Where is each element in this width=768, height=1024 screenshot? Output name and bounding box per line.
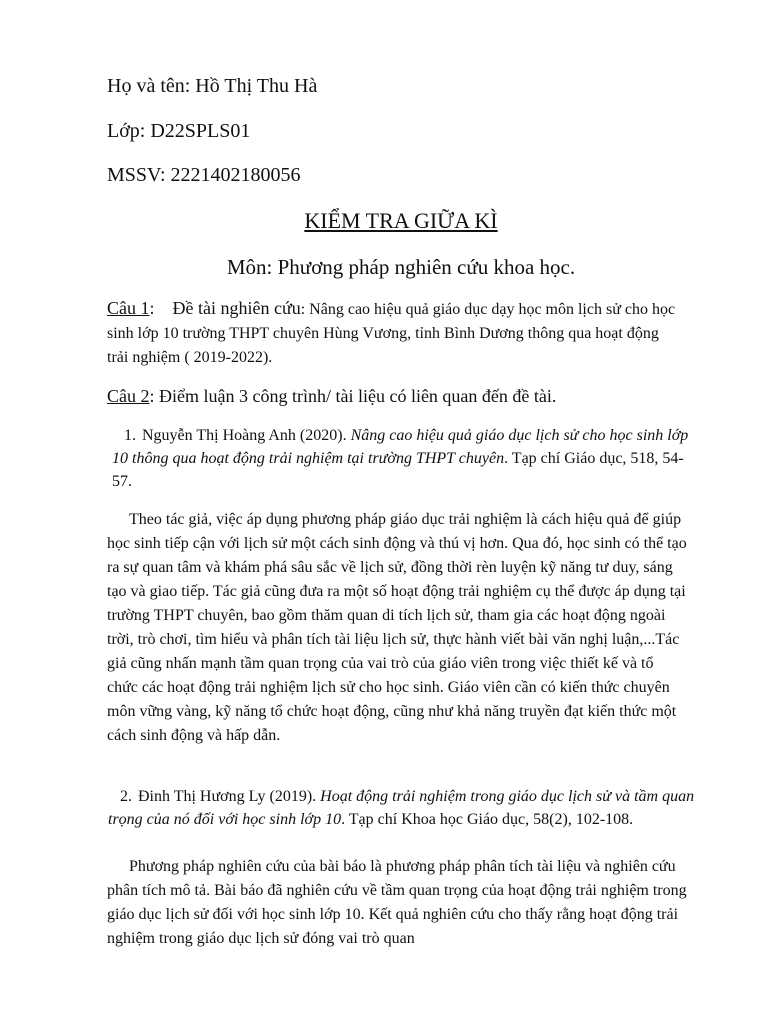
reference-2-number: 2. bbox=[120, 788, 132, 805]
reference-2-title: Hoạt động trải nghiệm trong giáo dục lịch sử và tầm quan trọng của nó đối với học sinh lớp 10 bbox=[108, 788, 695, 828]
question-2 bbox=[107, 383, 707, 409]
reference-2-source: . Tạp chí Khoa học Giáo dục, 58(2), 102-108. bbox=[341, 811, 634, 828]
reference-2-authors: Đinh Thị Hương Ly (2019). bbox=[138, 788, 321, 805]
reference-2-summary: Phương pháp nghiên cứu của bài báo là phương pháp phân tích tài liệu và nghiên cứu phân tích mô tả. Bài báo đã nghiên cứu về tầm quan trọng của hoạt động trải nghiệm trong giáo dục lịch sử đối với học sinh lớp 10. Kết quả nghiên cứu cho thấy rằng hoạt động trải nghiệm trong giáo dục lịch sử đóng vai trò quan bbox=[107, 858, 687, 947]
exam-title: KIỂM TRA GIỮA KÌ bbox=[304, 208, 498, 233]
question-1-lead: Đề tài nghiên cứu bbox=[172, 298, 301, 318]
reference-1 bbox=[112, 424, 702, 493]
student-name: Họ và tên: Hồ Thị Thu Hà bbox=[107, 75, 318, 97]
question-1-separator: : bbox=[149, 298, 173, 318]
reference-1-summary: Theo tác giả, việc áp dụng phương pháp giáo dục trải nghiệm là cách hiệu quả để giúp học sinh tiếp cận với lịch sử một cách sinh động và thú vị hơn. Qua đó, học sinh có thể tạo ra sự quan tâm và khám phá sâu sắc về lịch sử, đồng thời rèn luyện kỹ năng tư duy, sáng tạo và giao tiếp. Tác giả cũng đưa ra một số hoạt động trải nghiệm cụ thể được áp dụng tại trường THPT chuyên, bao gồm thăm quan di tích lịch sử, tham gia các hoạt động ngoài trời, trò chơi, tìm hiểu và phân tích tài liệu lịch sử, thực hành viết bài văn nghị luận,...Tác giả cũng nhấn mạnh tầm quan trọng của vai trò của giáo viên trong việc thiết kế và tổ chức các hoạt động trải nghiệm lịch sử cho học sinh. Giáo viên cần có kiến thức chuyên môn vững vàng, kỹ năng tổ chức hoạt động, cũng như khả năng truyền đạt kiến thức một cách sinh động và hấp dẫn. bbox=[107, 511, 687, 744]
question-2-label: Câu 2 bbox=[107, 386, 150, 406]
student-id: MSSV: 2221402180056 bbox=[107, 164, 301, 186]
reference-1-source: . Tạp chí Giáo dục, 518, 54-57. bbox=[112, 450, 684, 490]
reference-2 bbox=[108, 785, 704, 831]
student-class: Lớp: D22SPLS01 bbox=[107, 120, 251, 142]
question-1-text: : Nâng cao hiệu quả giáo dục dạy học môn lịch sử cho học sinh lớp 10 trường THPT chuyên Hùng Vương, tỉnh Bình Dương thông qua hoạt động trải nghiệm ( 2019-2022). bbox=[107, 301, 676, 366]
reference-1-number: 1. bbox=[124, 427, 136, 444]
question-1 bbox=[107, 296, 682, 370]
reference-1-authors: Nguyễn Thị Hoàng Anh (2020). bbox=[142, 427, 351, 444]
question-1-label: Câu 1 bbox=[107, 298, 150, 318]
question-2-text: : Điểm luận 3 công trình/ tài liệu có liên quan đến đề tài. bbox=[149, 386, 557, 406]
reference-1-title: Nâng cao hiệu quả giáo dục lịch sử cho học sinh lớp 10 thông qua hoạt động trải nghiệm tại trường THPT chuyên bbox=[112, 427, 689, 467]
exam-subject: Môn: Phương pháp nghiên cứu khoa học. bbox=[226, 255, 576, 279]
